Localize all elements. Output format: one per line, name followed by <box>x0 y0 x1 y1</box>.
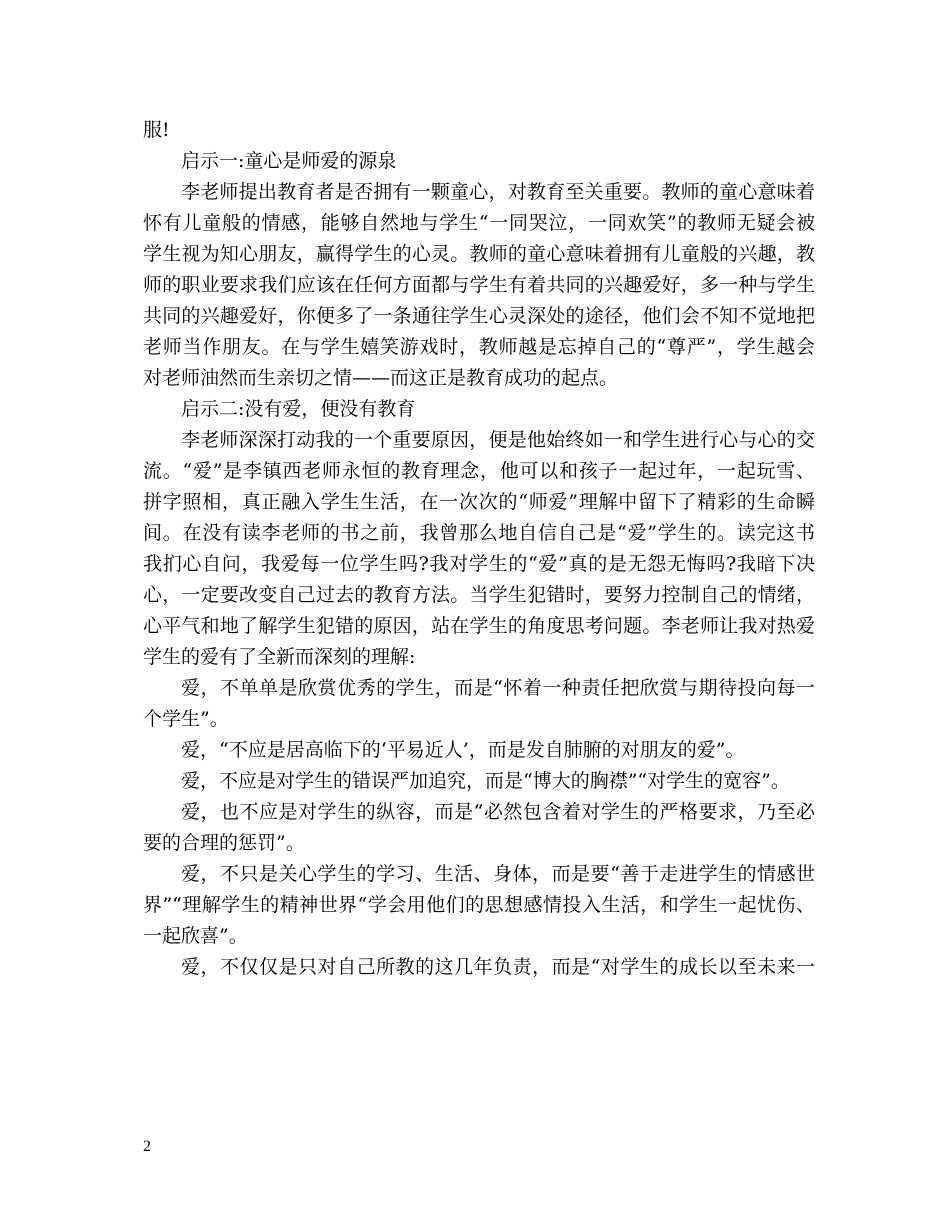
text-line: 爱，不仅仅是只对自己所教的这几年负责，而是“对学生的成长以至未来一 <box>181 956 815 978</box>
text-line: 启示二:没有爱，便没有教育 <box>181 398 416 420</box>
text-line: 学生的爱有了全新而深刻的理解: <box>143 646 416 668</box>
text-line: 怀有儿童般的情感，能够自然地与学生“一同哭泣，一同欢笑”的教师无疑会被 <box>143 212 815 234</box>
text-line: 拼字照相，真正融入学生生活，在一次次的“师爱”理解中留下了精彩的生命瞬 <box>143 491 815 513</box>
text-line: 对老师油然而生亲切之情——而这正是教育成功的起点。 <box>143 367 619 389</box>
text-line: 爱，“不应是居高临下的‘平易近人’，而是发自肺腑的对朋友的爱”。 <box>181 739 745 761</box>
text-line: 师的职业要求我们应该在任何方面都与学生有着共同的兴趣爱好，多一种与学生 <box>143 274 815 296</box>
text-line: 爱，不单单是欣赏优秀的学生，而是“怀着一种责任把欣赏与期待投向每一 <box>181 677 815 699</box>
text-line: 李老师深深打动我的一个重要原因，便是他始终如一和学生进行心与心的交 <box>181 429 815 451</box>
text-line: 流。“爱”是李镇西老师永恒的教育理念，他可以和孩子一起过年，一起玩雪、 <box>143 460 815 482</box>
text-line: 爱，也不应是对学生的纵容，而是“必然包含着对学生的严格要求，乃至必 <box>181 801 815 823</box>
text-line: 李老师提出教育者是否拥有一颗童心，对教育至关重要。教师的童心意味着 <box>181 181 815 203</box>
text-line: 界”“理解学生的精神世界“学会用他们的思想感情投入生活，和学生一起忧伤、 <box>143 894 815 916</box>
page-number: 2 <box>143 1138 151 1155</box>
text-line: 爱，不只是关心学生的学习、生活、身体，而是要“善于走进学生的情感世 <box>181 863 815 885</box>
body-text <box>143 115 815 983</box>
text-line: 间。在没有读李老师的书之前，我曾那么地自信自己是“爱”学生的。读完这书 <box>143 522 815 544</box>
text-line: 老师当作朋友。在与学生嬉笑游戏时，教师越是忘掉自己的“尊严”，学生越会 <box>143 336 815 358</box>
text-line: 心，一定要改变自己过去的教育方法。当学生犯错时，要努力控制自己的情绪， <box>143 584 815 606</box>
text-line: 我扪心自问，我爱每一位学生吗?我对学生的“爱”真的是无怨无悔吗?我暗下决 <box>143 553 815 575</box>
text-line: 个学生”。 <box>143 708 229 730</box>
text-line: 爱，不应是对学生的错误严加追究，而是“博大的胸襟”“对学生的宽容”。 <box>181 770 790 792</box>
text-line: 一起欣喜”。 <box>143 925 248 947</box>
text-line: 共同的兴趣爱好，你便多了一条通往学生心灵深处的途径，他们会不知不觉地把 <box>143 305 815 327</box>
text-line: 学生视为知心朋友，赢得学生的心灵。教师的童心意味着拥有儿童般的兴趣，教 <box>143 243 815 265</box>
text-line: 要的合理的惩罚”。 <box>143 832 305 854</box>
text-line: 心平气和地了解学生犯错的原因，站在学生的角度思考问题。李老师让我对热爱 <box>143 615 815 637</box>
text-line: 启示一:童心是师爱的源泉 <box>181 150 397 172</box>
text-line: 服! <box>143 119 170 141</box>
